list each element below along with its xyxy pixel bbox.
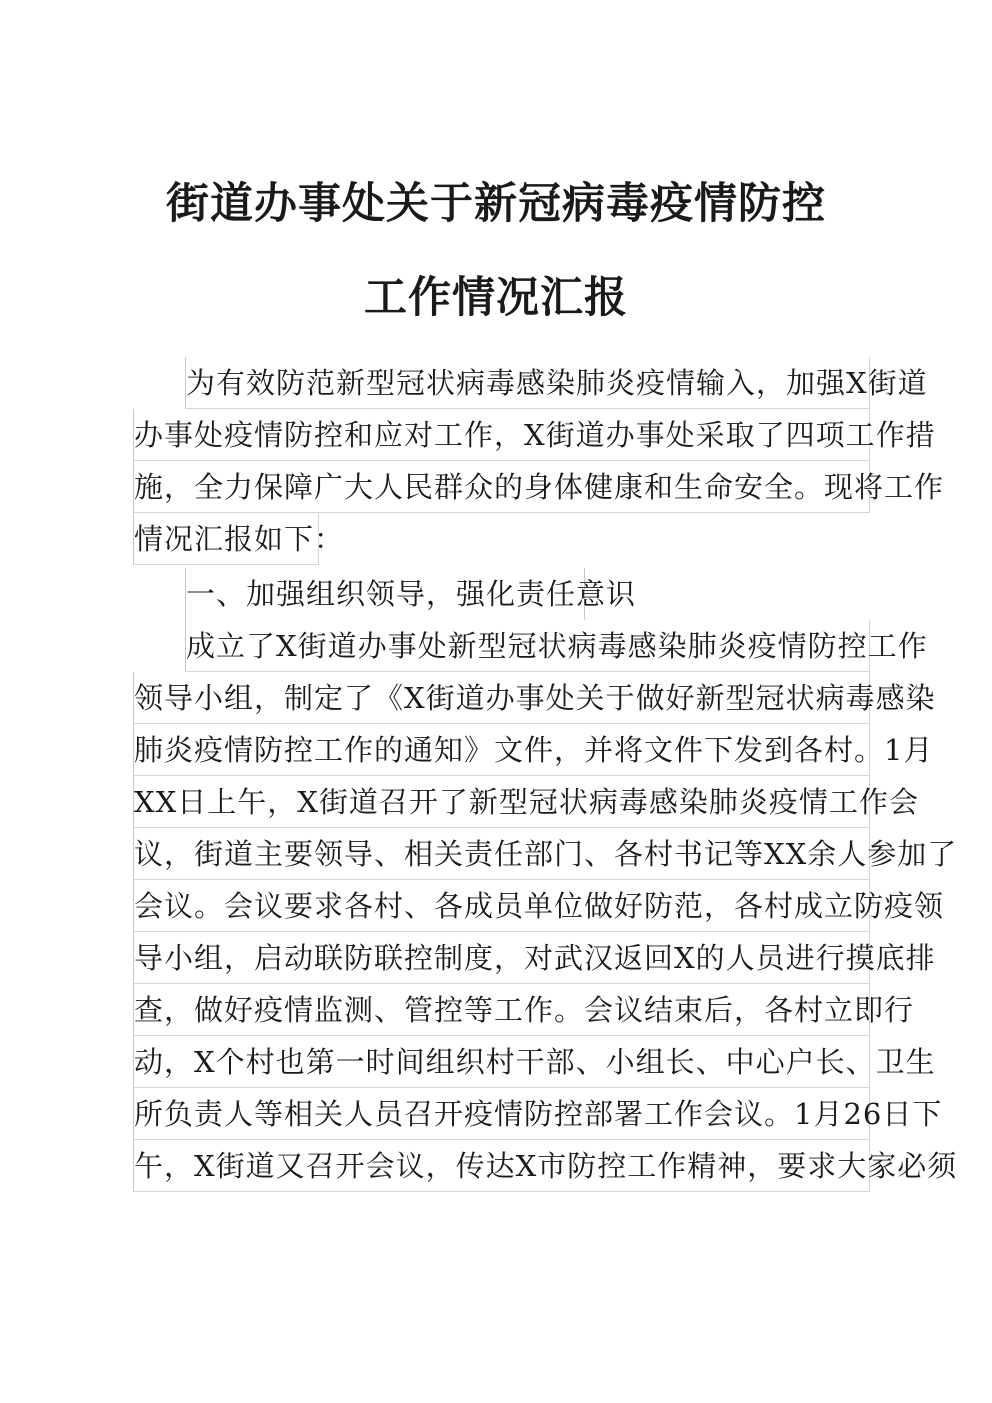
text-line: 领导小组，制定了《X街道办事处关于做好新型冠状病毒感染	[133, 672, 870, 724]
paragraph-section1	[133, 620, 958, 1192]
paragraph-intro	[133, 357, 945, 565]
text-line: 为有效防范新型冠状病毒感染肺炎疫情输入，加强X街道	[185, 357, 870, 409]
text-line: 成立了X街道办事处新型冠状病毒感染肺炎疫情防控工作	[185, 620, 870, 672]
text-line: 施，全力保障广大人民群众的身体健康和生命安全。现将工作	[133, 461, 870, 513]
text-line: 办事处疫情防控和应对工作，X街道办事处采取了四项工作措	[133, 409, 870, 461]
text-line: XX日上午，X街道召开了新型冠状病毒感染肺炎疫情工作会	[133, 776, 870, 828]
text-line: 午，X街道又召开会议，传达X市防控工作精神，要求大家必须	[133, 1140, 870, 1192]
text-line: 议，街道主要领导、相关责任部门、各村书记等XX余人参加了	[133, 828, 870, 880]
document-title-line2: 工作情况汇报	[364, 273, 628, 323]
text-line: 情况汇报如下：	[133, 513, 319, 565]
text-line: 动，X个村也第一时间组织村干部、小组长、中心户长、卫生	[133, 1036, 870, 1088]
text-line: 导小组，启动联防联控制度，对武汉返回X的人员进行摸底排	[133, 932, 870, 984]
document-title-line1: 街道办事处关于新冠病毒疫情防控	[166, 179, 826, 229]
section-heading	[133, 568, 870, 620]
text-line: 查，做好疫情监测、管控等工作。会议结束后，各村立即行	[133, 984, 870, 1036]
section-heading-text: 一、加强组织领导，强化责任意识	[185, 568, 585, 620]
text-line: 会议。会议要求各村、各成员单位做好防范，各村成立防疫领	[133, 880, 870, 932]
text-line: 所负责人等相关人员召开疫情防控部署工作会议。1月26日下	[133, 1088, 870, 1140]
text-line: 肺炎疫情防控工作的通知》文件，并将文件下发到各村。1月	[133, 724, 870, 776]
